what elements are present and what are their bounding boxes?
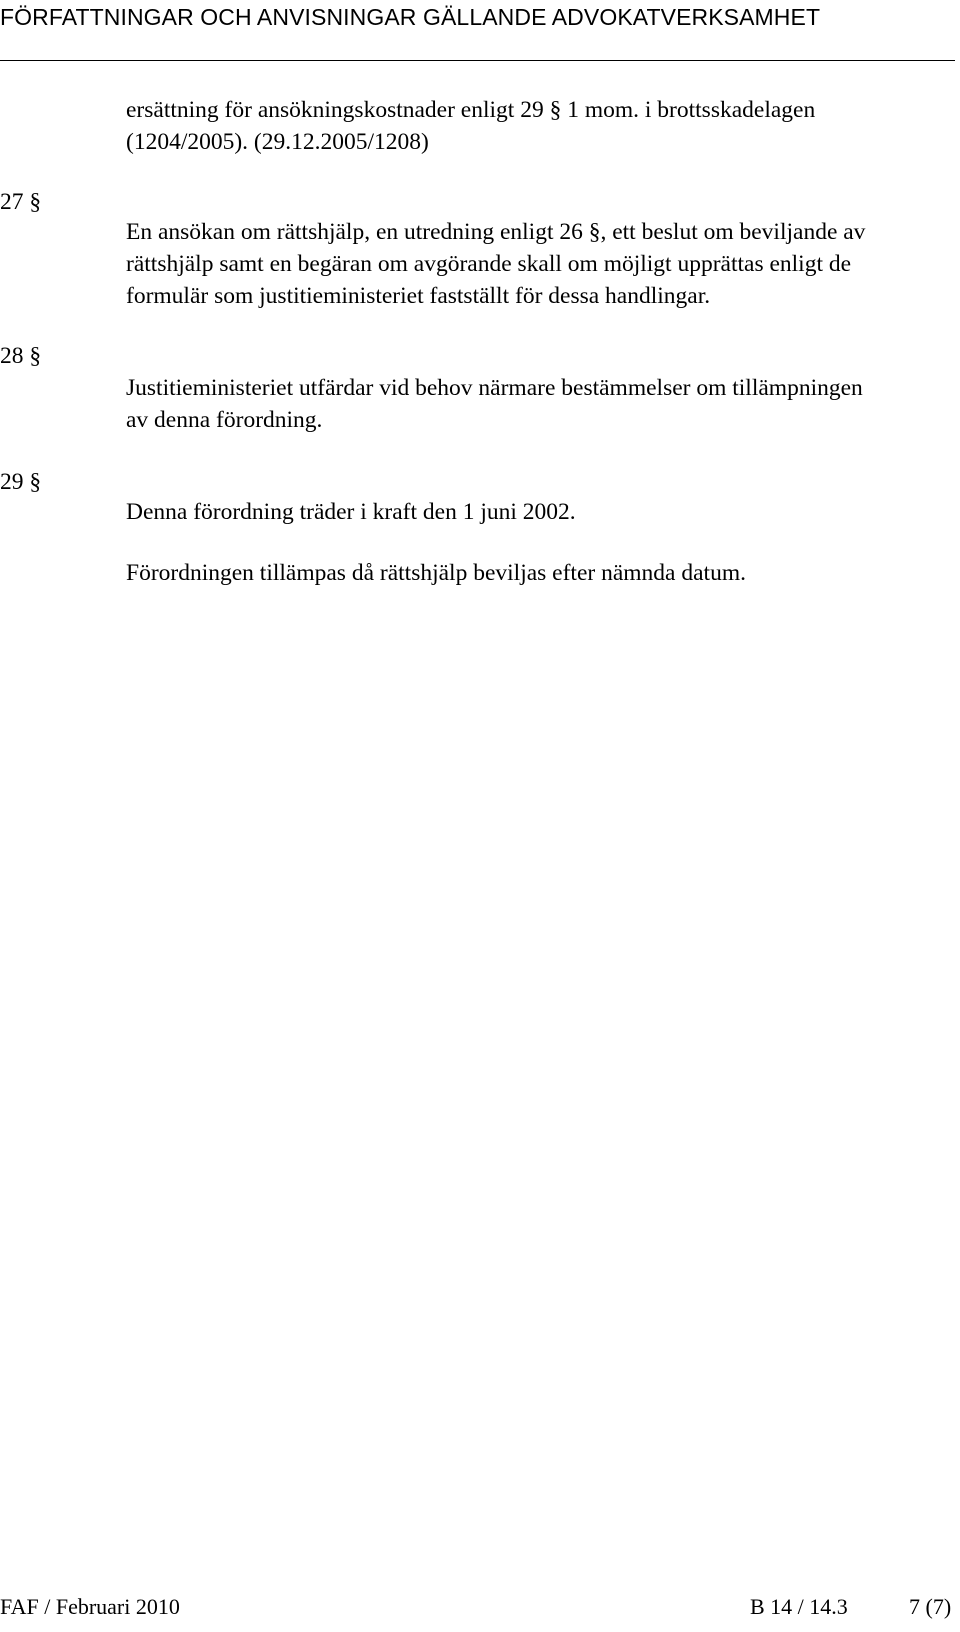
section-number-29: 29 §: [0, 469, 42, 495]
footer-page-number: 7 (7): [909, 1594, 952, 1619]
section-28-line-2: av denna förordning.: [126, 407, 323, 433]
section-number-27: 27 §: [0, 189, 42, 215]
footer-section-ref: B 14 / 14.3: [750, 1594, 848, 1619]
intro-paragraph: [126, 94, 960, 158]
section-29-extra-paragraph: [126, 557, 960, 589]
footer-publication: FAF / Februari 2010: [0, 1594, 180, 1619]
section-29-line-1: Denna förordning träder i kraft den 1 juni 2002.: [126, 499, 576, 525]
section-28-line-1: Justitieministeriet utfärdar vid behov närmare bestämmelser om tillämpningen: [126, 375, 863, 401]
page-header-title: FÖRFATTNINGAR OCH ANVISNINGAR GÄLLANDE ADVOKATVERKSAMHET: [0, 4, 821, 30]
section-29-extra-line: Förordningen tillämpas då rättshjälp beviljas efter nämnda datum.: [126, 560, 746, 586]
intro-line-1: ersättning för ansökningskostnader enligt 29 § 1 mom. i brottsskadelagen: [126, 97, 816, 123]
section-27-line-2: rättshjälp samt en begäran om avgörande skall om möjligt upprättas enligt de: [126, 251, 852, 277]
section-29-paragraph: [126, 496, 960, 528]
section-27-line-1: En ansökan om rättshjälp, en utredning enligt 26 §, ett beslut om beviljande av: [126, 219, 866, 245]
section-27-line-3: formulär som justitieministeriet fastställt för dessa handlingar.: [126, 283, 711, 309]
section-28-paragraph: [126, 372, 960, 436]
section-27-paragraph: [126, 216, 960, 312]
header-divider: [0, 60, 955, 61]
intro-line-2: (1204/2005). (29.12.2005/1208): [126, 129, 429, 155]
section-number-28: 28 §: [0, 343, 42, 369]
